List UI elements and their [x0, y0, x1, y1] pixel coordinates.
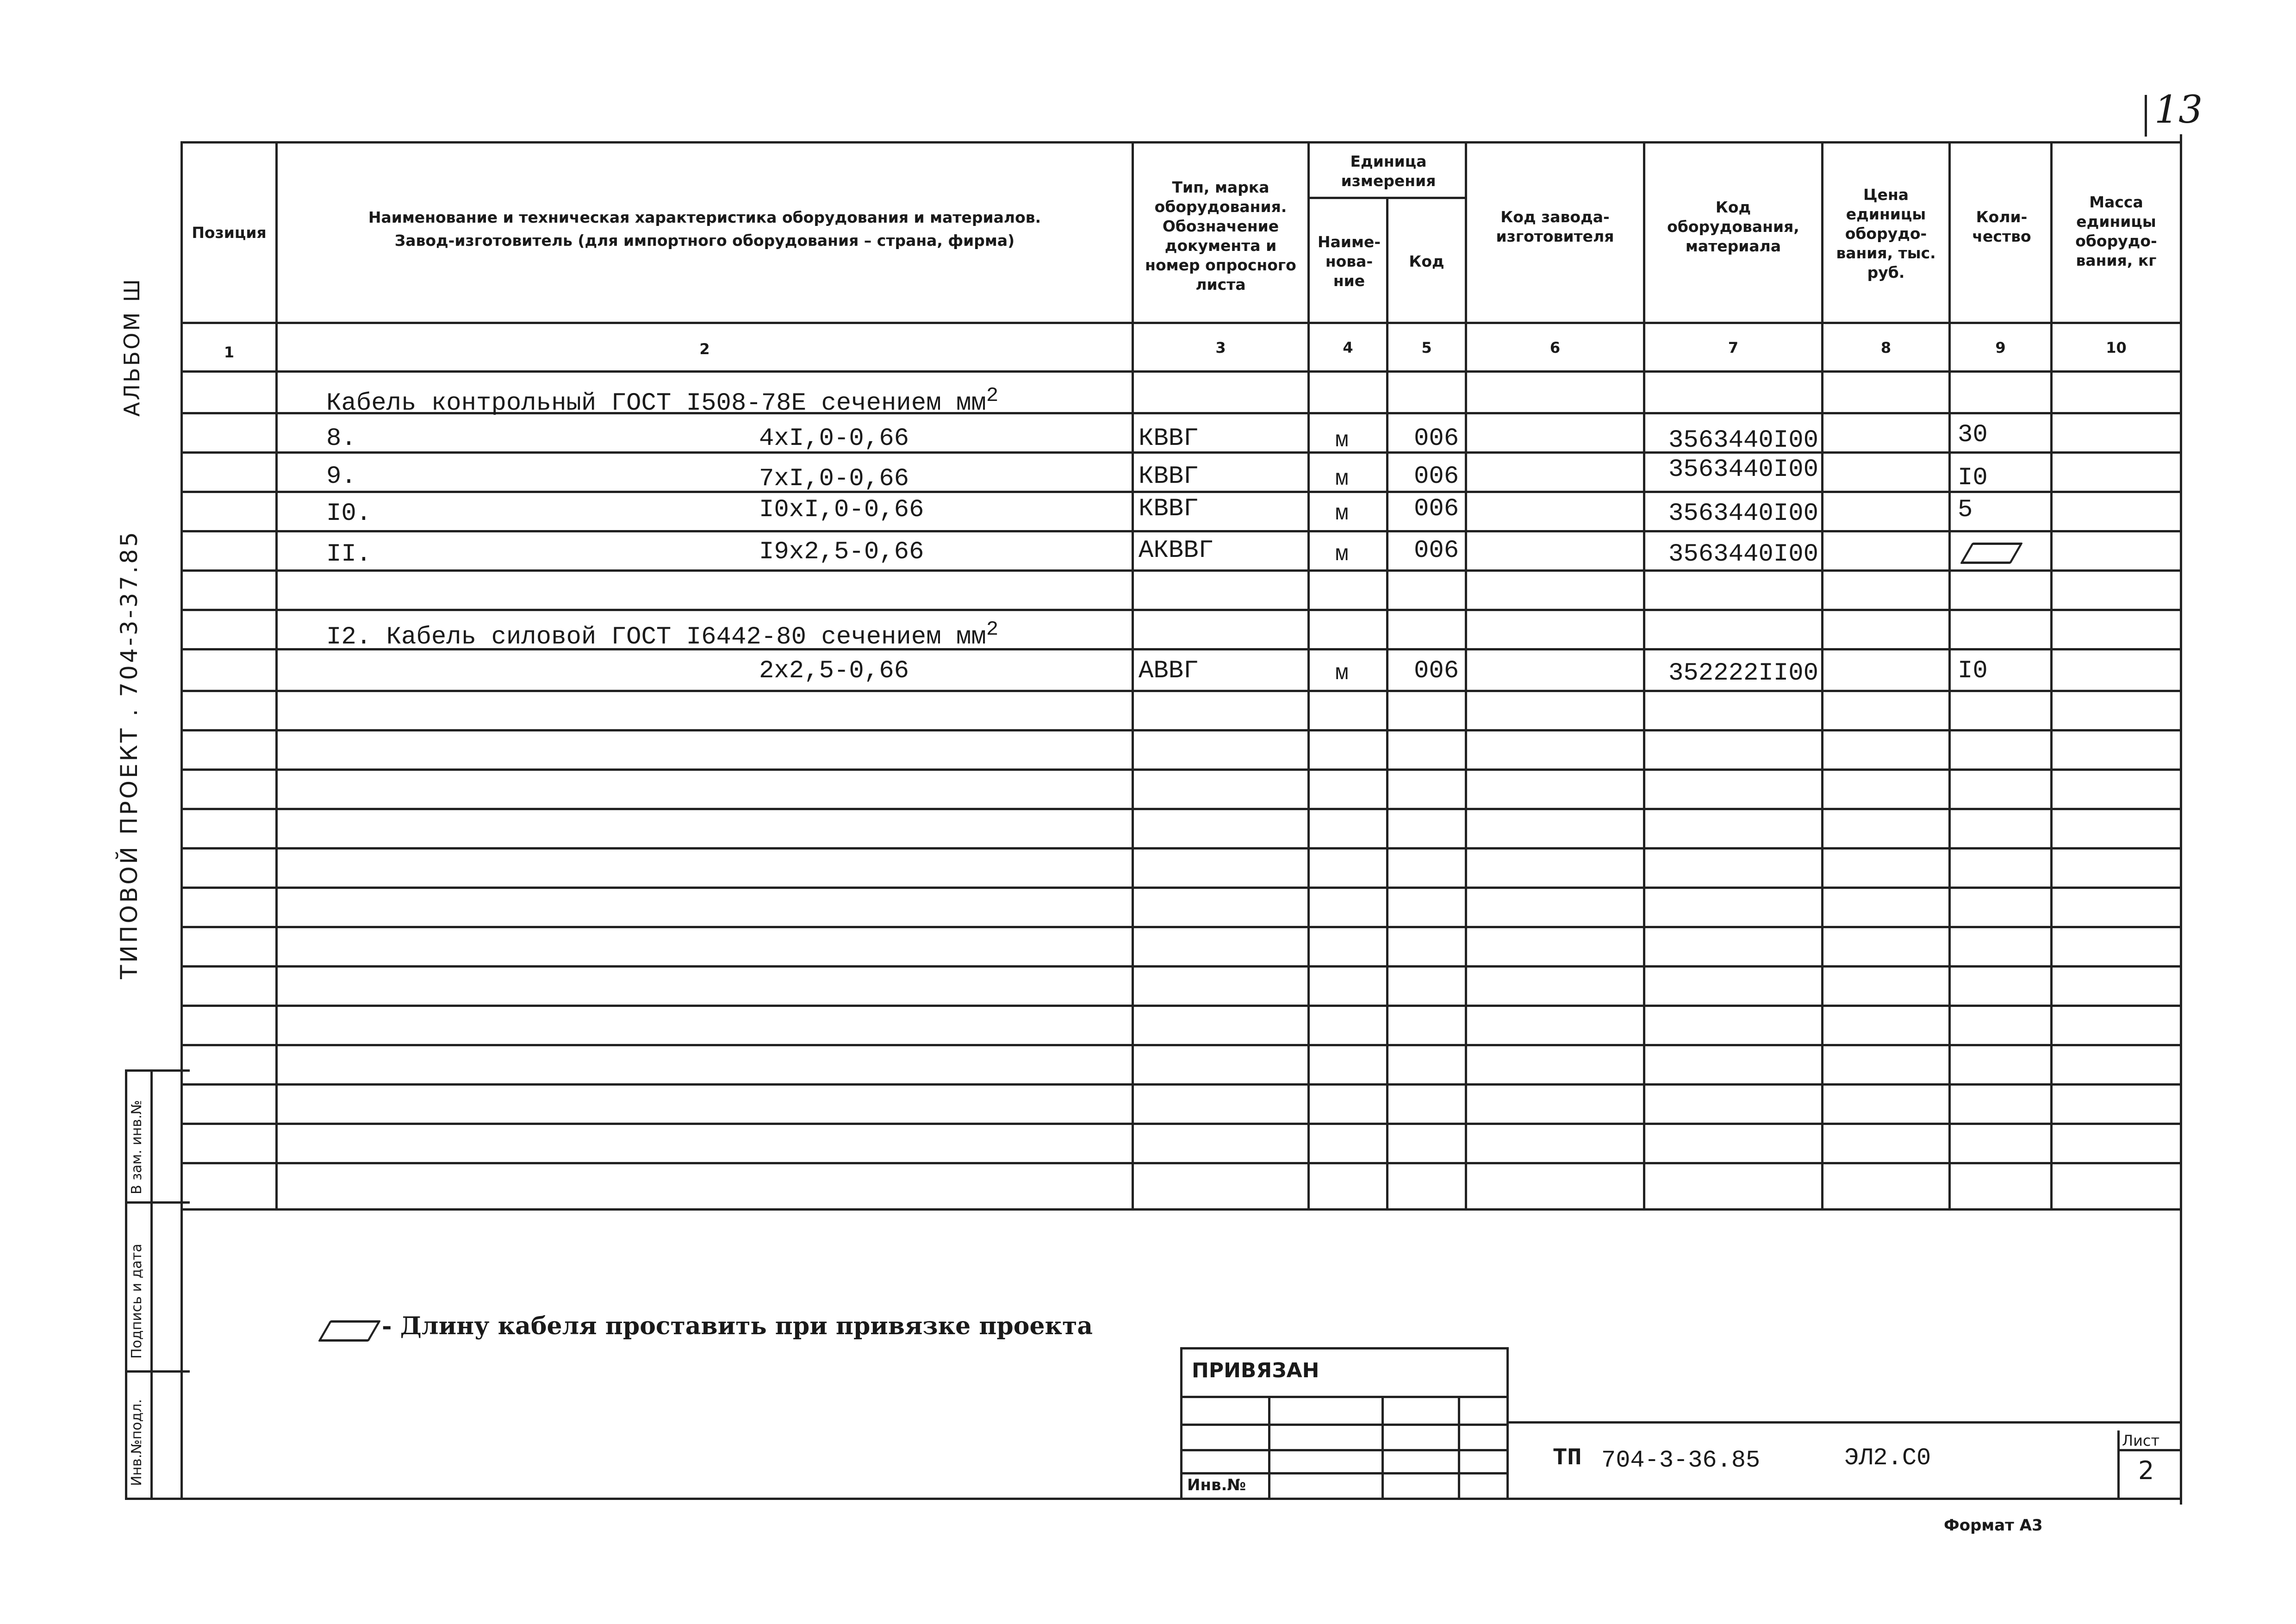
col-number: 4 [1343, 339, 1353, 356]
header-position: Позиция [192, 223, 267, 242]
row-type: КВВГ [1139, 462, 1199, 491]
header-factory-code: Код завода-изготовителя [1496, 208, 1614, 245]
col-number: 8 [1880, 339, 1892, 356]
row-type: КВВГ [1139, 425, 1199, 453]
row-code: 006 [1414, 657, 1459, 685]
header-material-code: Код оборудования, материала [1667, 198, 1799, 255]
row-material: 3563440I00 [1668, 500, 1819, 528]
row-spec: I9х2,5-0,66 [759, 538, 924, 566]
row-qty: 5 [1958, 496, 1973, 524]
row-type: АВВГ [1139, 657, 1199, 685]
document-code: ЭЛ2.С0 [1844, 1444, 1931, 1472]
row-unit: м [1335, 542, 1349, 567]
inv-label: Инв.№ [1187, 1476, 1246, 1494]
row-name: Кабель контрольный ГОСТ I508-78Е сечением мм [326, 389, 986, 418]
row-code: 006 [1414, 495, 1459, 523]
sheet-label: Лист [2122, 1432, 2160, 1449]
project-code: 704-3-36.85 [1601, 1447, 1761, 1474]
header-unit-name: Наиме-нова-ние [1317, 233, 1381, 290]
row-unit: м [1335, 428, 1349, 453]
col-number: 6 [1549, 339, 1561, 356]
row-name: I2. Кабель силовой ГОСТ I6442-80 сечением мм [326, 623, 986, 651]
page-number-corner: 13 [2154, 88, 2203, 132]
sheet-number: 2 [2138, 1456, 2154, 1485]
side-album-label: АЛЬБОМ Ш [119, 277, 144, 417]
row-name: II. [326, 540, 372, 568]
row-spec: 2х2,5-0,66 [759, 657, 909, 685]
header-name-line1: Наименование и техническая характеристика оборудования и материалов. [368, 208, 1041, 226]
row-material: 352222II00 [1668, 659, 1819, 687]
table-row [326, 616, 998, 651]
row-name: 8. [326, 425, 356, 453]
table-row [326, 382, 998, 418]
row-unit: м [1335, 501, 1349, 526]
format-label: Формат А3 [1944, 1516, 2043, 1535]
row-unit: м [1335, 661, 1349, 686]
header-quantity: Коли-чество [1972, 208, 2031, 245]
row-qty: I0 [1958, 464, 1988, 492]
row-name-sup: 2 [986, 618, 999, 641]
project-code-prefix: ТП [1553, 1444, 1582, 1472]
row-unit: м [1335, 467, 1349, 492]
header-name-line2: Завод-изготовитель (для импортного оборудования – страна, фирма) [394, 231, 1015, 250]
row-name: 9. [326, 462, 356, 491]
row-material: 3563440I00 [1668, 540, 1819, 568]
row-spec: I0хI,0-0,66 [759, 496, 924, 524]
col-number: 1 [224, 344, 235, 361]
col-number: 5 [1421, 339, 1432, 356]
side-project-label: ТИПОВОЙ ПРОЕКТ . 704-3-37.85 [116, 530, 143, 979]
row-spec: 7хI,0-0,66 [759, 465, 909, 493]
row-qty: I0 [1958, 657, 1988, 685]
col-number: 3 [1215, 339, 1226, 356]
col-number: 9 [1995, 339, 2006, 356]
header-type: Тип, марка оборудования. Обозначение документа и номер опросного листа [1145, 178, 1296, 294]
col-number: 2 [699, 340, 710, 358]
privyazan-label: ПРИВЯЗАН [1192, 1359, 1319, 1382]
row-type: АКВВГ [1139, 537, 1214, 565]
row-type: КВВГ [1139, 495, 1199, 523]
stamp-vzam-label: В зам. инв.№ [129, 1100, 145, 1194]
row-material: 3563440I00 [1668, 456, 1819, 484]
cable-length-placeholder-icon [318, 1320, 381, 1342]
header-unit-group: Единица измерения [1341, 152, 1436, 190]
header-price: Цена единицы оборудо-вания, тыс. руб. [1836, 186, 1936, 281]
row-material: 3563440I00 [1668, 426, 1819, 455]
header-unit-code: Код [1409, 252, 1444, 270]
row-name: I0. [326, 500, 372, 528]
note-text: - Длину кабеля проставить при привязке проекта [382, 1312, 1093, 1340]
stamp-podpis-label: Подпись и дата [129, 1243, 145, 1359]
header-mass: Масса единицы оборудо-вания, кг [2075, 193, 2157, 269]
col-number: 7 [1728, 339, 1739, 356]
row-name-sup: 2 [986, 384, 999, 407]
row-code: 006 [1414, 537, 1459, 565]
cable-length-placeholder-icon [1960, 543, 2023, 564]
col-number: 10 [2106, 339, 2127, 356]
row-qty: 30 [1958, 421, 1988, 449]
row-code: 006 [1414, 462, 1459, 491]
row-spec: 4хI,0-0,66 [759, 425, 909, 453]
stamp-inv-label: Инв.№подл. [129, 1399, 145, 1486]
row-code: 006 [1414, 425, 1459, 453]
